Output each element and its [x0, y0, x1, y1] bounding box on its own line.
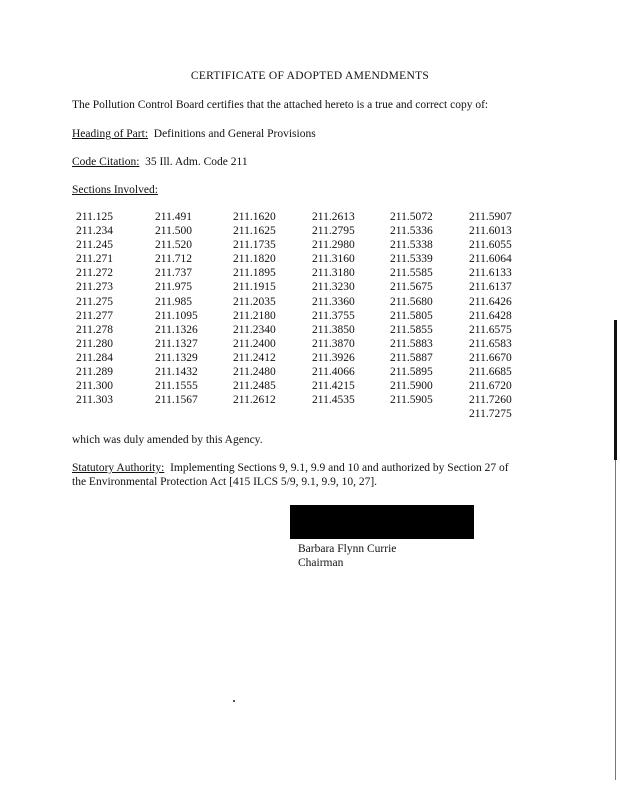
section-number: 211.2480 [233, 366, 276, 379]
section-number: 211.1432 [155, 366, 198, 379]
scan-edge-line [615, 460, 616, 780]
section-number: 211.4215 [312, 380, 355, 393]
section-number: 211.491 [155, 211, 192, 223]
section-number: 211.3926 [312, 351, 355, 364]
code-value: 35 Ill. Adm. Code 211 [145, 156, 248, 168]
section-number: 211.6064 [469, 253, 512, 266]
section-number: 211.6133 [469, 267, 512, 280]
section-number: 211.1620 [233, 211, 276, 223]
scan-edge-mark [614, 320, 617, 460]
section-number: 211.6055 [469, 239, 512, 252]
section-number: 211.3230 [312, 281, 355, 294]
signer-title: Chairman [298, 557, 344, 569]
section-number: 211.3755 [312, 309, 355, 322]
amended-statement: which was duly amended by this Agency. [72, 434, 263, 446]
section-number: 211.5883 [390, 337, 433, 350]
code-citation [72, 156, 248, 168]
section-number: 211.1326 [155, 323, 198, 336]
section-number: 211.5905 [390, 394, 433, 407]
section-number: 211.5585 [390, 267, 433, 280]
section-number: 211.5675 [390, 281, 433, 294]
signer-name: Barbara Flynn Currie [298, 543, 397, 555]
statutory-authority [72, 462, 509, 474]
section-number: 211.5887 [390, 351, 433, 364]
section-number: 211.275 [76, 295, 113, 308]
section-number: 211.2485 [233, 380, 276, 393]
section-number: 211.245 [76, 239, 113, 252]
section-number: 211.1329 [155, 351, 198, 364]
section-number: 211.3360 [312, 295, 355, 308]
section-number: 211.1625 [233, 225, 276, 238]
section-number: 211.2612 [233, 394, 276, 407]
section-number: 211.2613 [312, 211, 355, 223]
section-number: 211.1735 [233, 239, 276, 252]
section-number: 211.6720 [469, 380, 512, 393]
sections-column-2 [155, 210, 198, 407]
section-number: 211.125 [76, 211, 113, 223]
section-number: 211.1555 [155, 380, 198, 393]
section-number: 211.5900 [390, 380, 433, 393]
section-number: 211.2400 [233, 337, 276, 350]
section-number: 211.500 [155, 225, 192, 238]
section-number: 211.6013 [469, 225, 512, 238]
sections-label: Sections Involved: [72, 184, 158, 196]
code-label: Code Citation: [72, 156, 140, 168]
section-number: 211.300 [76, 380, 113, 393]
section-number: 211.271 [76, 253, 113, 266]
section-number: 211.7275 [469, 408, 512, 421]
section-number: 211.303 [76, 394, 113, 407]
section-number: 211.3850 [312, 323, 355, 336]
section-number: 211.5895 [390, 366, 433, 379]
section-number: 211.6426 [469, 295, 512, 308]
section-number: 211.5338 [390, 239, 433, 252]
section-number: 211.1327 [155, 337, 198, 350]
section-number: 211.7260 [469, 394, 512, 407]
section-number: 211.277 [76, 309, 113, 322]
sections-column-6 [469, 210, 512, 421]
section-number: 211.3180 [312, 267, 355, 280]
section-number: 211.3160 [312, 253, 355, 266]
section-number: 211.5855 [390, 323, 433, 336]
section-number: 211.6685 [469, 366, 512, 379]
section-number: 211.1567 [155, 394, 198, 407]
section-number: 211.2340 [233, 323, 276, 336]
heading-of-part [72, 128, 316, 140]
section-number: 211.1820 [233, 253, 276, 266]
section-number: 211.272 [76, 267, 113, 280]
sections-column-1 [76, 210, 113, 407]
section-number: 211.6575 [469, 323, 512, 336]
section-number: 211.5336 [390, 225, 433, 238]
section-number: 211.273 [76, 281, 113, 294]
section-number: 211.234 [76, 225, 113, 238]
section-number: 211.2980 [312, 239, 355, 252]
section-number: 211.712 [155, 253, 192, 266]
section-number: 211.1095 [155, 309, 198, 322]
section-number: 211.520 [155, 239, 192, 252]
section-number: 211.737 [155, 267, 192, 280]
section-number: 211.6583 [469, 337, 512, 350]
section-number: 211.6670 [469, 351, 512, 364]
section-number: 211.3870 [312, 337, 355, 350]
section-number: 211.5072 [390, 211, 433, 223]
section-number: 211.5680 [390, 295, 433, 308]
section-number: 211.5339 [390, 253, 433, 266]
section-number: 211.6137 [469, 281, 512, 294]
section-number: 211.2412 [233, 351, 276, 364]
section-number: 211.278 [76, 323, 113, 336]
section-number: 211.975 [155, 281, 192, 294]
section-number: 211.289 [76, 366, 113, 379]
statutory-label: Statutory Authority: [72, 462, 165, 474]
statutory-line-2: the Environmental Protection Act [415 ILCS 5/9, 9.1, 9.9, 10, 27]. [72, 476, 378, 488]
section-number: 211.2035 [233, 295, 276, 308]
section-number: 211.2795 [312, 225, 355, 238]
document-title: CERTIFICATE OF ADOPTED AMENDMENTS [190, 70, 430, 82]
section-number: 211.6428 [469, 309, 512, 322]
heading-value: Definitions and General Provisions [153, 128, 316, 140]
certification-statement: The Pollution Control Board certifies that the attached hereto is a true and correct copy of: [72, 99, 489, 111]
sections-column-3 [233, 210, 276, 407]
section-number: 211.1915 [233, 281, 276, 294]
section-number: 211.2180 [233, 309, 276, 322]
section-number: 211.5805 [390, 309, 433, 322]
sections-column-4 [312, 210, 355, 407]
heading-label: Heading of Part: [72, 128, 149, 140]
section-number: 211.4066 [312, 366, 355, 379]
section-number: 211.284 [76, 351, 113, 364]
section-number: 211.985 [155, 295, 192, 308]
section-number: 211.5907 [469, 211, 512, 223]
statutory-text: Implementing Sections 9, 9.1, 9.9 and 10 and authorized by Section 27 of [170, 462, 509, 474]
redacted-signature [290, 505, 474, 539]
section-number: 211.1895 [233, 267, 276, 280]
section-number: 211.4535 [312, 394, 355, 407]
scan-speck [233, 700, 235, 702]
section-number: 211.280 [76, 337, 113, 350]
sections-column-5 [390, 210, 433, 407]
